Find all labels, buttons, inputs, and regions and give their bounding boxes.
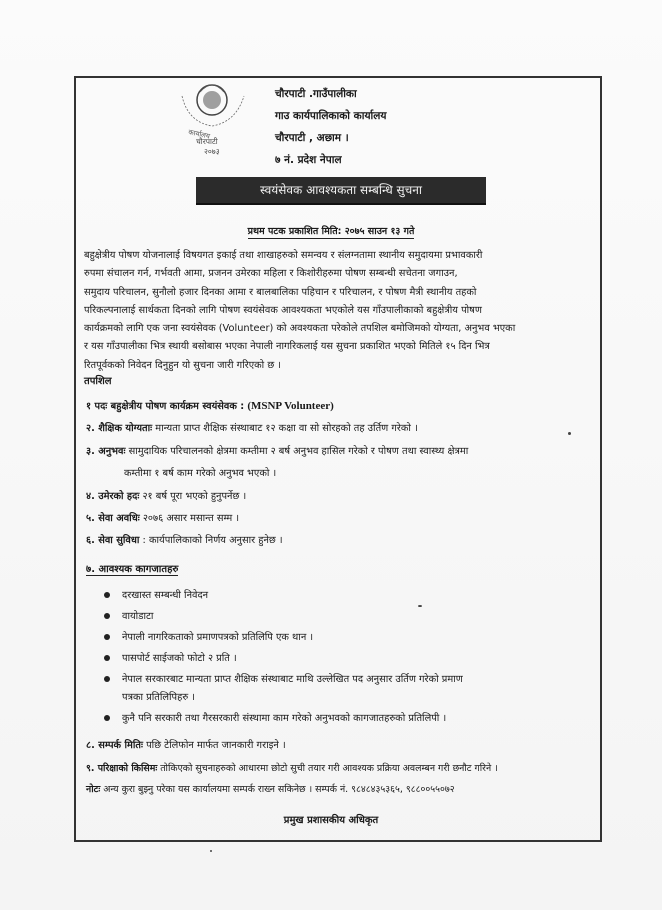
office-header bbox=[275, 83, 475, 171]
document-item-text: वायोडाटा bbox=[122, 611, 154, 622]
item-experience-cont: कम्तीमा १ बर्ष काम गरेको अनुभव भएको । bbox=[124, 468, 277, 479]
item-experience bbox=[86, 444, 468, 457]
bullet-icon bbox=[104, 592, 110, 598]
item-facility-text: : कार्यपालिकाको निर्णय अनुसार हुनेछ । bbox=[139, 535, 283, 546]
paragraph-line: समुदाय परिचालन, सुनौलो हजार दिनका आमा र बालबालिका पहिचान र परिचालन, र पोषण मैत्री स्थानीय तहको bbox=[84, 286, 477, 298]
bullet-icon bbox=[104, 634, 110, 640]
document-item-text: दरखास्त सम्बन्धी निवेदन bbox=[122, 590, 209, 601]
document-item-text: नेपाली नागरिकताको प्रमाणपत्रको प्रतिलिपि एक थान । bbox=[122, 632, 314, 643]
note bbox=[86, 782, 455, 795]
item-qualification-text: मान्यता प्राप्त शैक्षिक संस्थाबाट १२ कक्षा वा सो सोरहको तह उर्तिण गरेको । bbox=[152, 423, 418, 434]
item-service-period-text: २०७६ असार मसान्त सम्म । bbox=[139, 513, 240, 524]
item-exam-type-text: तोकिएको सुचनाहरुको आधारमा छोटो सुची तयार गरी आवश्यक प्रक्रिया अवलम्बन गरी छनौट गरिने । bbox=[157, 763, 498, 774]
document-item-text: पत्रका प्रतिलिपिहरु । bbox=[122, 692, 196, 703]
item-exam-type bbox=[86, 761, 498, 774]
publication-date bbox=[0, 224, 662, 237]
document-item-text: पासपोर्ट साईजको फोटो २ प्रति । bbox=[122, 653, 237, 664]
item-qualification bbox=[86, 421, 418, 434]
notice-title-banner: स्वयंसेवक आवश्यकता सम्बन्धि सुचना bbox=[196, 177, 486, 205]
paragraph-line: परिकल्पनालाई सार्थकता दिनको लागि पोषण स्वयंसेवक आवश्यकता भएकोले यस गाँउपालीकाको बहुक्षेत्रीय पोषण bbox=[84, 304, 482, 316]
document-item-text: कुनै पनि सरकारी तथा गैरसरकारी संस्थामा काम गरेको अनुभवको कागजातहरुको प्रतिलिपी । bbox=[122, 713, 447, 724]
intro-paragraph bbox=[84, 247, 584, 375]
documents-heading bbox=[86, 561, 178, 575]
publication-date-text: प्रथम पटक प्रकाशित मिति: २०७५ साउन १३ गते bbox=[247, 226, 415, 237]
paragraph-line: रुपमा संचालन गर्न, गर्भवती आमा, प्रजनन उमेरका महिला र किशोरीहरुमा पोषण सम्बन्धी सचेतना जगाउन, bbox=[84, 268, 458, 280]
item-contact-date bbox=[86, 738, 286, 751]
paragraph-line: बहुक्षेत्रीय पोषण योजनालाई विषयगत इकाई तथा शाखाहरुको समन्वय र संलग्नतामा स्थानीय समुदायमा प्रभावकारी bbox=[84, 250, 483, 261]
item-qualification-label: २. शैक्षिक योग्यताः bbox=[86, 423, 153, 434]
item-service-period bbox=[86, 511, 239, 524]
item-age-label: ४. उमेरको हदः bbox=[86, 491, 140, 502]
note-label: नोटः bbox=[86, 784, 101, 795]
document-item-text: नेपाल सरकारबाट मान्यता प्राप्त शैक्षिक संस्थाबाट माथि उल्लेखित पद अनुसार उर्तिण गरेको प्रमाण bbox=[122, 674, 463, 685]
bullet-icon bbox=[104, 715, 110, 721]
scan-speck bbox=[418, 605, 422, 607]
header-line-1: चौरपाटी .गाउँपालीका bbox=[275, 88, 357, 100]
header-line-2: गाउ कार्यपालिकाको कार्यालय bbox=[275, 110, 387, 122]
documents-heading-text: ७. आवश्यक कागजातहरु bbox=[86, 564, 179, 575]
item-position-latin: (MSNP Volunteer) bbox=[247, 400, 334, 412]
header-line-4: ७ नं. प्रदेश नेपाल bbox=[275, 154, 342, 166]
scan-speck bbox=[210, 850, 212, 852]
office-seal-icon bbox=[178, 74, 250, 158]
item-experience-text: सामुदायिक परिचालनको क्षेत्रमा कम्तीमा २ बर्ष अनुभव हासिल गरेको र पोषण तथा स्वास्थ्य क्षेत्रमा bbox=[125, 446, 469, 457]
item-age-text: २१ बर्ष पूरा भएको हुनुपर्नेछ । bbox=[139, 491, 247, 502]
item-contact-date-text: पछि टेलिफोन मार्फत जानकारी गराइने । bbox=[142, 740, 286, 751]
bullet-icon bbox=[104, 613, 110, 619]
item-exam-type-label: ९. परिक्षाको किसिमः bbox=[86, 763, 158, 774]
signatory-title: प्रमुख प्रशासकीय अधिकृत bbox=[283, 815, 379, 826]
item-experience-label: ३. अनुभवः bbox=[86, 446, 126, 457]
svg-text:२०७३: २०७३ bbox=[204, 147, 220, 156]
paragraph-line: रितपूर्वकको निवेदन दिनुहुन यो सुचना जारी गरिएको छ । bbox=[84, 359, 282, 371]
item-position-label: १ पदः बहुक्षेत्रीय पोषण कार्यक्रम स्वयंसेवक : bbox=[86, 401, 245, 412]
details-heading: तपशिल bbox=[84, 376, 112, 387]
paragraph-line: र यस गाँउपालीका भित्र स्थायी बसोबास भएका नेपाली नागरिकलाई यस सुचना प्रकाशित भएको मितिले १५ दिन भित्र bbox=[84, 341, 490, 353]
note-text: अन्य कुरा बुझ्नु परेका यस कार्यालयमा सम्पर्क राख्न सकिनेछ । सम्पर्क नं. ९८४८४३५३६५, ९८८००५५०७२ bbox=[100, 784, 455, 795]
paragraph-line: कार्यक्रमको लागि एक जना स्वयंसेवक (Volunteer) को अवश्यकता परेकोले तपशिल बमोजिमको योग्यता, अनुभव भएका bbox=[84, 323, 516, 335]
item-contact-date-label: ८. सम्पर्क मितिः bbox=[86, 740, 143, 751]
item-age bbox=[86, 489, 246, 502]
item-position bbox=[86, 399, 334, 412]
bullet-icon bbox=[104, 655, 110, 661]
header-line-3: चौरपाटी , अछाम । bbox=[275, 132, 349, 144]
scan-speck bbox=[568, 432, 571, 435]
svg-text:कार्यालय: कार्यालय bbox=[187, 128, 211, 141]
svg-text:चौरपाटी: चौरपाटी bbox=[196, 137, 218, 146]
item-service-period-label: ५. सेवा अवधिः bbox=[86, 513, 140, 524]
bullet-icon bbox=[104, 676, 110, 682]
item-facility bbox=[86, 533, 283, 546]
item-facility-label: ६. सेवा सुविधा bbox=[86, 535, 140, 546]
